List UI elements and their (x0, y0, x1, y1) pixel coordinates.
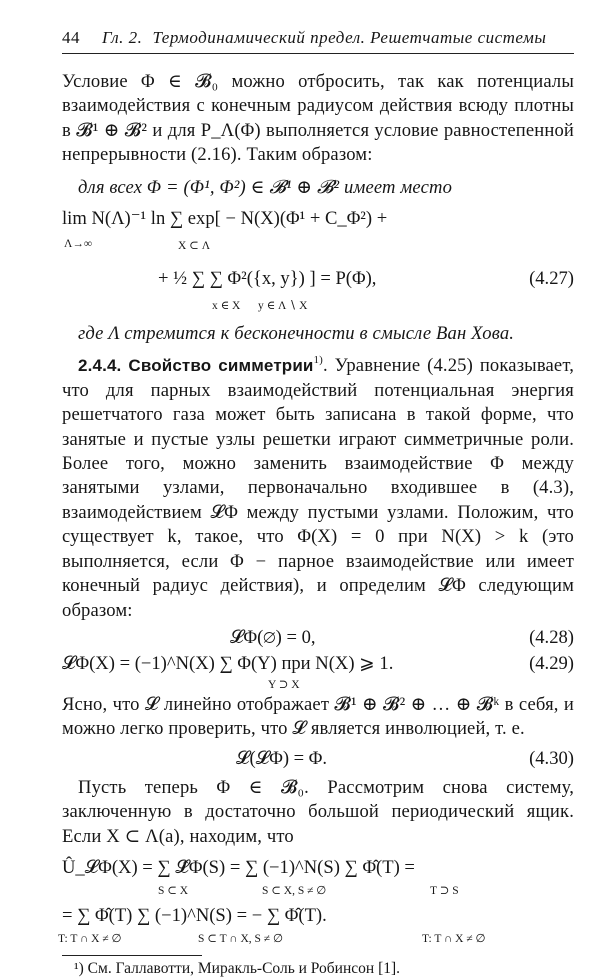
section-paragraph (62, 354, 574, 622)
eqlast1-sub-b: S ⊂ X, S ≠ ∅ (262, 884, 327, 897)
eq428-number: (4.28) (529, 626, 574, 648)
eqlast1-body: Û_𝓛Φ(X) = ∑ 𝓛̂Φ(S) = ∑ (−1)^N(S) ∑ Φ̂(T) = (62, 856, 415, 878)
paragraph-2-italic: для всех Φ = (Φ¹, Φ²) ∈ 𝓑¹ ⊕ 𝓑² имеет место (78, 176, 453, 198)
eq427-sum1-sub: X ⊂ Λ (178, 240, 211, 253)
footnote: ¹) См. Галлавотти, Миракль-Соль и Робинсон [1]. (74, 959, 401, 977)
eq429-body: 𝓛Φ(X) = (−1)^N(X) ∑ Φ(Y) при N(X) ⩾ 1. (62, 652, 394, 674)
eq430-body: 𝓛(𝓛Φ) = Φ. (236, 747, 328, 769)
book-page (58, 28, 574, 978)
equation-4-27 (62, 204, 574, 322)
eq427-lim-sub: Λ→∞ (64, 238, 93, 251)
eq427-line1: lim N(Λ)⁻¹ ln ∑ exp[ − N(X)(Φ¹ + C_Φ²) + (62, 208, 388, 230)
paragraph-1: Условие Φ ∈ 𝓑₀ можно отбросить, так как потенциалы взаимодействия с конечным радиусом действия всюду плотны в 𝓑¹ ⊕ 𝓑² и для P_Λ(Φ) выполняется условие равностепенной непрерывности (2.16). Таким образом: (62, 71, 574, 166)
running-title: Термодинамический предел. Решетчатые системы (152, 28, 547, 47)
eq428-body: 𝓛Φ(∅) = 0, (230, 626, 316, 648)
equation-final-2 (58, 903, 574, 947)
paragraph-4: Ясно, что 𝓛 линейно отображает 𝓑¹ ⊕ 𝓑² ⊕ … ⊕ 𝓑ᵏ в себя, и можно легко проверить, что 𝓛 является инволюцией, т. е. (62, 693, 574, 740)
equation-4-29 (62, 653, 574, 693)
eqlast2-sub-c: T: T ∩ X ≠ ∅ (422, 932, 486, 945)
footnote-mark: 1) (313, 354, 323, 367)
paragraph-3-italic: где Λ стремится к бесконечности в смысле Ван Хова. (78, 323, 515, 345)
eq427-sum2-sub: x ∈ X (212, 300, 241, 313)
eqlast2-sub-b: S ⊂ T ∩ X, S ≠ ∅ (198, 932, 283, 945)
chapter-label: Гл. 2. (102, 28, 143, 47)
page-number: 44 (62, 28, 80, 47)
eq427-number: (4.27) (529, 268, 574, 290)
equation-4-30 (62, 746, 574, 776)
eq427-line2: + ½ ∑ ∑ Φ²({x, y}) ] = P(Φ), (158, 268, 377, 290)
paragraph-5: Пусть теперь Φ ∈ 𝓑₀. Рассмотрим снова систему, заключенную в достаточно большой периодический ящик. Если X ⊂ Λ(a), находим, что (62, 776, 574, 847)
running-header (62, 28, 574, 54)
equation-final-1 (62, 855, 574, 899)
eq430-number: (4.30) (529, 747, 574, 769)
eqlast1-sub-c: T ⊃ S (430, 884, 459, 897)
eq427-sum3-sub: y ∈ Λ ∖ X (258, 300, 308, 313)
section-text: . Уравнение (4.25) показывает, что для парных взаимодействий потенциальная энергия решетчатого газа может быть записана в такой форме, что занятые и пустые узлы решетки играют симметричные роли. Более того, можно заменить взаимодействие Φ между занятыми узлами, первоначально входившее в (4.3), взаимодействием 𝓛Φ между пустыми узлами. Положим, что существует k, такое, что Φ(X) = 0 при N(X) > k (это выполняется, если Φ − парное взаимодействие или имеет конечный радиус действия), и определим 𝓛Φ следующим образом: (62, 355, 574, 621)
eq429-sum-sub: Y ⊃ X (268, 678, 300, 691)
equation-4-28 (62, 627, 574, 653)
eqlast2-sub-a: T: T ∩ X ≠ ∅ (58, 932, 122, 945)
footnote-rule (62, 955, 202, 956)
eqlast2-body: = ∑ Φ̂(T) ∑ (−1)^N(S) = − ∑ Φ̂(T). (62, 904, 327, 926)
eqlast1-sub-a: S ⊂ X (158, 884, 189, 897)
eq429-number: (4.29) (529, 652, 574, 674)
section-title: 2.4.4. Свойство симметрии (78, 356, 314, 376)
